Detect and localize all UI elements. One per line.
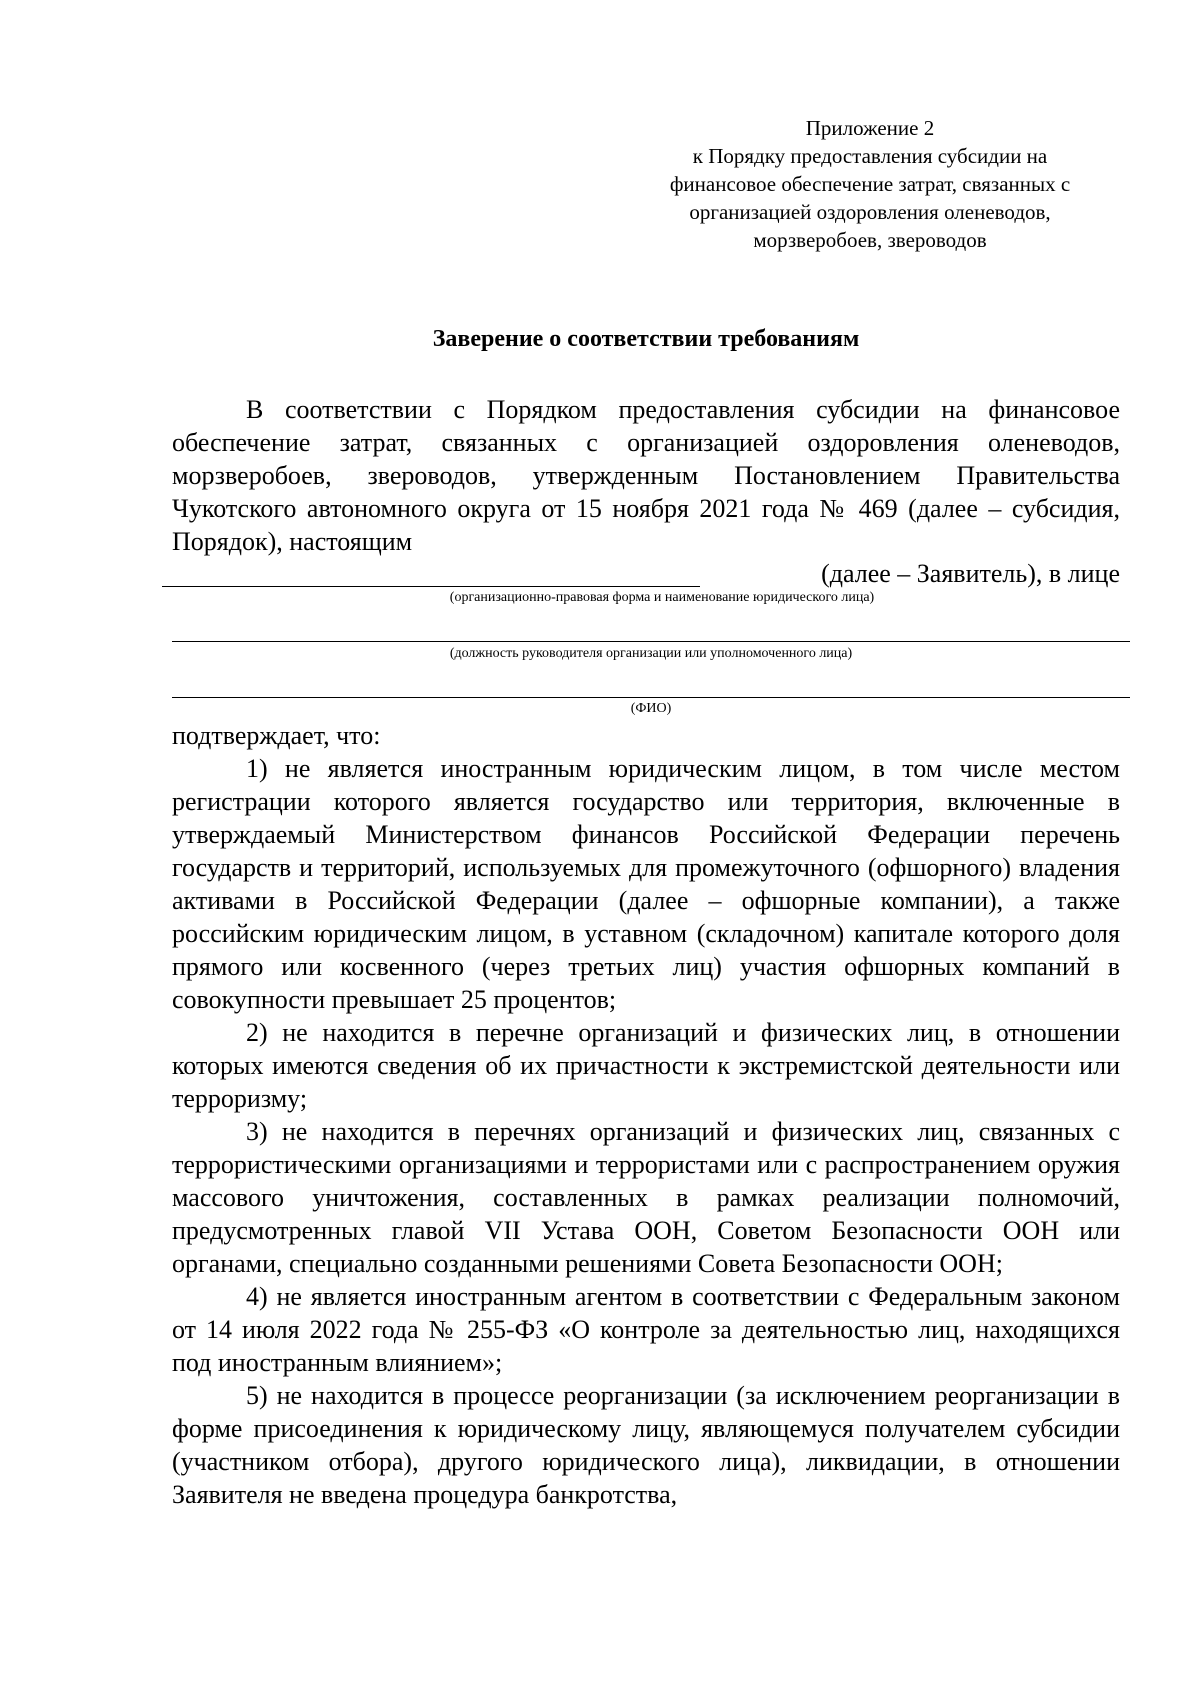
requirement-item: 5) не находится в процессе реорганизации (за исключением реорганизации в форме присоединения к юридическому лицу, являющемуся получателем субсидии (участником отбора), другого юридического лица), ликвидации, в отношении Заявителя не введена процедура банкротства, <box>172 1381 1120 1509</box>
annex-reference-line: организацией оздоровления оленеводов, <box>689 200 1051 224</box>
document-title: Заверение о соответствии требованиям <box>432 326 860 352</box>
requirement-item: 4) не является иностранным агентом в соответствии с Федеральным законом от 14 июля 2022 года № 255-ФЗ «О контроле за деятельностью лиц, находящихся под иностранным влиянием»; <box>172 1282 1120 1377</box>
annex-reference-line: к Порядку предоставления субсидии на <box>692 144 1048 168</box>
annex-reference-line: финансовое обеспечение затрат, связанных с <box>669 172 1071 196</box>
confirmation-section <box>172 719 1120 1511</box>
intro-paragraph: В соответствии с Порядком предоставления субсидии на финансовое обеспечение затрат, связанных с организацией оздоровления оленеводов, морзверобоев, звероводов, утвержденным Постановлением Правительства Чукотского автономного округа от 15 ноября 2021 года № 469 (далее – субсидия, Порядок), настоящим <box>172 395 1120 556</box>
org-name-fill-line <box>162 586 700 587</box>
annex-header <box>620 114 1120 254</box>
fio-fill-line <box>172 697 1130 698</box>
position-fill-line <box>172 641 1130 642</box>
confirms-lead-text: подтверждает, что: <box>172 721 381 750</box>
requirement-item: 1) не является иностранным юридическим лицом, в том числе местом регистрации которого является государство или территория, включенные в утверждаемый Министерством финансов Российской Федерации перечень государств и территорий, используемых для промежуточного (офшорного) владения активами в Российской Федерации (далее – офшорные компании), а также российским юридическим лицом, в уставном (складочном) капитале которого доля прямого или косвенного (через третьих лиц) участия офшорных компаний в совокупности превышает 25 процентов; <box>172 754 1120 1014</box>
annex-number: Приложение 2 <box>805 116 935 140</box>
applicant-tail-text: (далее – Заявитель), в лице <box>821 559 1120 588</box>
requirement-item: 2) не находится в перечне организаций и физических лиц, в отношении которых имеются сведения об их причастности к экстремистской деятельности или терроризму; <box>172 1018 1120 1113</box>
fio-caption: (ФИО) <box>630 701 672 716</box>
requirement-item: 3) не находится в перечнях организаций и физических лиц, связанных с террористическими организациями и террористами или с распространением оружия массового уничтожения, составленных в рамках реализации полномочий, предусмотренных главой VII Устава ООН, Советом Безопасности ООН или органами, специально созданными решениями Совета Безопасности ООН; <box>172 1117 1120 1278</box>
position-caption: (должность руководителя организации или уполномоченного лица) <box>449 646 853 661</box>
org-name-caption: (организационно-правовая форма и наименование юридического лица) <box>449 590 875 605</box>
annex-reference-line: морзверобоев, звероводов <box>753 228 987 252</box>
